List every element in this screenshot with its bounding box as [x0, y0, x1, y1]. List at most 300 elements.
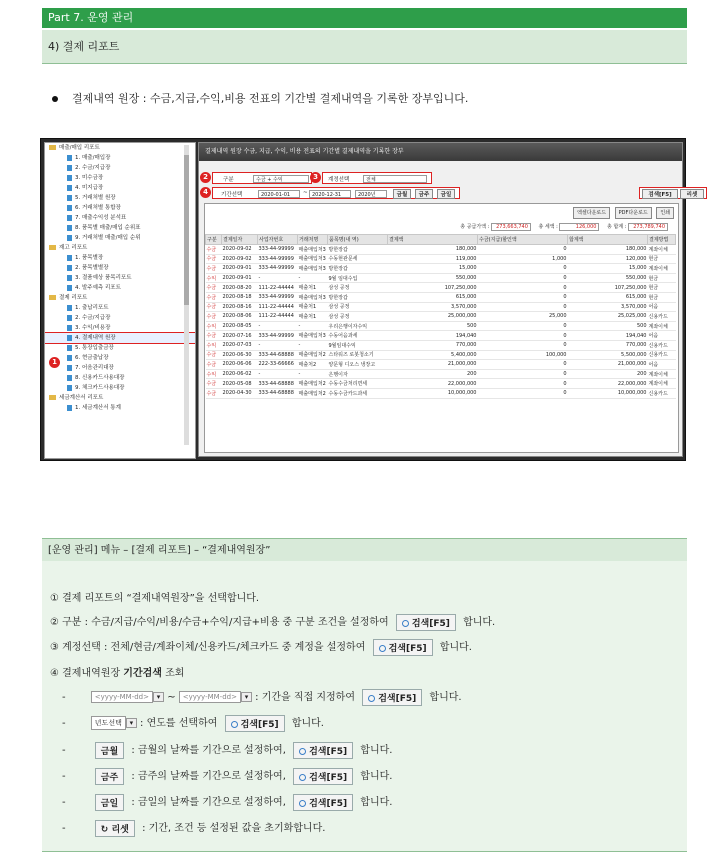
intro-text	[52, 90, 468, 106]
table-cell: 2020-08-05	[222, 321, 258, 331]
table-row[interactable]	[206, 379, 676, 389]
table-cell: 2020-06-30	[222, 350, 258, 360]
sub-year	[62, 714, 324, 732]
table-cell: 수금	[206, 312, 222, 322]
search-sample-label: 검색[F5]	[309, 746, 348, 757]
table-cell: 스타워즈 로봇청소기	[328, 350, 388, 360]
table-cell: 2020-08-06	[222, 312, 258, 322]
table-cell: 수동수금카드과세	[328, 388, 388, 398]
table-row[interactable]	[206, 388, 676, 398]
sub-date-range	[62, 688, 462, 706]
table-cell: -	[258, 321, 298, 331]
table-cell: 9월 임대수입	[328, 273, 388, 283]
column-header[interactable]: 사업자번호	[258, 235, 298, 245]
table-cell: 200	[388, 369, 478, 379]
report-icon	[67, 315, 72, 321]
table-row[interactable]	[206, 331, 676, 341]
reset-desc: : 기간, 조건 등 설정된 값을 초기화합니다.	[142, 823, 326, 834]
table-row[interactable]	[206, 273, 676, 283]
table-cell: 수익	[206, 273, 222, 283]
table-cell: 은행이자	[328, 369, 388, 379]
column-header[interactable]: 품목명(내 역)	[328, 235, 388, 245]
table-cell: 2020-09-01	[222, 264, 258, 274]
tree-scrollbar[interactable]	[184, 145, 189, 445]
chevron-down-icon: ▾	[241, 692, 252, 702]
tree-label: 7. 어음관리대장	[75, 365, 114, 371]
table-cell: 양문형 디오스 냉장고	[328, 360, 388, 370]
tree-label: 7. 매출수익성 분석표	[75, 215, 127, 221]
report-tree	[44, 142, 196, 459]
report-icon	[67, 235, 72, 241]
search-button-sample	[293, 768, 353, 785]
dash: -	[62, 718, 66, 729]
table-cell: 현금	[648, 292, 676, 302]
search-button-sample	[293, 794, 353, 811]
table-cell: 수금	[206, 264, 222, 274]
tree-item[interactable]	[45, 313, 195, 323]
table-cell: 삼성 공정	[328, 283, 388, 293]
table-cell: 수동수금처리면세	[328, 379, 388, 389]
app-screenshot	[40, 138, 698, 461]
section-title: 4) 결제 리포트	[42, 30, 687, 64]
table-cell: 25,000,000	[388, 312, 478, 322]
type-filter	[212, 172, 312, 184]
table-cell: 333-44-99999	[258, 331, 298, 341]
table-cell: 25,000	[478, 312, 568, 322]
table-cell: 333-44-99999	[258, 292, 298, 302]
tree-item[interactable]	[45, 373, 195, 383]
table-cell: 5,400,000	[388, 350, 478, 360]
table-row[interactable]	[206, 254, 676, 264]
sub-month	[62, 741, 392, 759]
report-icon	[67, 405, 72, 411]
table-cell: 0	[478, 360, 568, 370]
reset-icon: ↻	[100, 824, 109, 835]
step-4-label: ④ 결제내역원장	[50, 668, 124, 679]
table-cell: 어음	[648, 331, 676, 341]
table-row[interactable]	[206, 245, 676, 255]
year-select[interactable]: 2020년	[355, 190, 387, 198]
search-button[interactable]: 검색[F5]	[642, 189, 678, 199]
week-desc: : 금주의 날짜를 기간으로 설정하여,	[131, 771, 286, 782]
report-icon	[67, 385, 72, 391]
table-cell: 21,000,000	[568, 360, 648, 370]
table-cell: -	[298, 273, 328, 283]
table-cell: 111-22-44444	[258, 312, 298, 322]
table-cell: 615,000	[388, 292, 478, 302]
table-cell: 신용카드	[648, 350, 676, 360]
table-cell: 15,000	[568, 264, 648, 274]
day-button-sample: 금일	[95, 794, 124, 811]
table-cell: 22,000,000	[568, 379, 648, 389]
table-cell: 0	[478, 321, 568, 331]
step-1-text: ① 결제 리포트의 “결제내역원장”을 선택합니다.	[50, 593, 260, 604]
table-row[interactable]	[206, 283, 676, 293]
table-cell: 2020-04-30	[222, 388, 258, 398]
tree-label: 9. 체크카드사용대장	[75, 385, 125, 391]
step-badge-3: 3	[310, 172, 321, 183]
this-month-button[interactable]: 금월	[393, 189, 411, 199]
day-desc: : 금일의 날짜를 기간으로 설정하여,	[131, 797, 286, 808]
tree-item[interactable]	[45, 343, 195, 353]
table-cell: 2020-07-03	[222, 340, 258, 350]
tree-item[interactable]	[45, 323, 195, 333]
column-header[interactable]: 결제액	[388, 235, 478, 245]
account-select[interactable]: 전체	[363, 175, 427, 183]
table-cell: 550,000	[568, 273, 648, 283]
table-cell: 2020-08-18	[222, 292, 258, 302]
folder-icon	[49, 145, 56, 150]
tree-label: 1. 매출/매입장	[75, 155, 111, 161]
end-label: 합니다.	[291, 718, 324, 729]
table-cell: 수동어음과세	[328, 331, 388, 341]
table-cell: 매출처2	[298, 360, 328, 370]
date-tilde: ~	[303, 190, 308, 196]
table-cell: 삼성 공정	[328, 302, 388, 312]
sub-reset	[62, 819, 325, 837]
search-sample-label: 검색[F5]	[378, 693, 417, 704]
search-reset-group	[639, 187, 707, 199]
table-cell: 0	[478, 369, 568, 379]
table-cell: 방한장갑	[328, 264, 388, 274]
table-cell: 22,000,000	[388, 379, 478, 389]
date-to-input[interactable]: 2020-12-31	[309, 190, 351, 198]
tree-label: 매출/매입 리포트	[59, 145, 100, 151]
table-cell: 333-44-99999	[258, 264, 298, 274]
table-cell: 333-44-99999	[258, 254, 298, 264]
tree-folder[interactable]	[45, 293, 195, 303]
filter-row-1	[203, 172, 677, 186]
report-icon	[67, 355, 72, 361]
column-header[interactable]: 수금(지급)할인액	[478, 235, 568, 245]
table-cell: 770,000	[568, 340, 648, 350]
print-button[interactable]	[656, 207, 674, 219]
table-row[interactable]	[206, 360, 676, 370]
table-cell: 수금	[206, 379, 222, 389]
table-cell: 2020-06-06	[222, 360, 258, 370]
search-button-sample	[373, 639, 433, 656]
tree-item[interactable]	[45, 283, 195, 293]
column-header[interactable]: 구분	[206, 235, 222, 245]
table-cell: 2020-09-01	[222, 273, 258, 283]
end-label: 합니다.	[439, 642, 472, 653]
step-badge-4: 4	[200, 187, 211, 198]
report-icon	[67, 275, 72, 281]
tree-item[interactable]	[45, 173, 195, 183]
table-cell: 현금	[648, 254, 676, 264]
search-icon	[368, 695, 375, 702]
table-cell: 0	[478, 331, 568, 341]
date-to-sample: <yyyy-MM-dd>	[179, 691, 241, 703]
date-range-desc: : 기간을 직접 지정하여	[255, 692, 356, 703]
tree-folder[interactable]	[45, 143, 195, 153]
table-cell: 333-44-68888	[258, 379, 298, 389]
dash: -	[62, 692, 66, 703]
search-icon	[299, 774, 306, 781]
report-icon	[67, 265, 72, 271]
report-icon	[67, 155, 72, 161]
column-header[interactable]: 합계액	[568, 235, 648, 245]
table-cell: 수금	[206, 360, 222, 370]
year-desc: : 연도를 선택하여	[140, 718, 218, 729]
end-label: 합니다.	[429, 692, 462, 703]
tree-label: 1. 출납리포트	[75, 305, 109, 311]
date-from-input[interactable]: 2020-01-01	[258, 190, 300, 198]
tree-item[interactable]	[45, 303, 195, 313]
ledger-grid	[204, 203, 679, 453]
this-week-button[interactable]: 금주	[415, 189, 433, 199]
tree-label: 결제 리포트	[59, 295, 88, 301]
table-cell: 수익	[206, 369, 222, 379]
table-cell: 180,000	[388, 245, 478, 255]
tree-item[interactable]	[45, 273, 195, 283]
table-cell: 계좌이체	[648, 369, 676, 379]
search-sample-label: 검색[F5]	[309, 772, 348, 783]
filter-row-2	[203, 187, 698, 201]
reset-button[interactable]: 리셋	[680, 189, 704, 199]
table-cell: -	[298, 321, 328, 331]
table-cell: 0	[478, 273, 568, 283]
bullet-icon	[52, 96, 58, 102]
dash: -	[62, 797, 66, 808]
table-cell: 180,000	[568, 245, 648, 255]
table-cell: 매출매입처3	[298, 254, 328, 264]
tree-label: 2. 수금/지급장	[75, 165, 111, 171]
table-cell: 수금	[206, 283, 222, 293]
table-cell: 107,250,000	[388, 283, 478, 293]
tree-item[interactable]	[45, 233, 195, 243]
table-cell: 삼성 공정	[328, 312, 388, 322]
table-cell: 수금	[206, 350, 222, 360]
tree-label: 4. 결제내역 원장	[75, 335, 116, 341]
table-cell: 수금	[206, 254, 222, 264]
tree-label: 4. 미지급장	[75, 185, 104, 191]
tree-label: 3. 미수금장	[75, 175, 104, 181]
table-cell: 매출처1	[298, 302, 328, 312]
table-cell: 방한장갑	[328, 245, 388, 255]
table-cell: 200	[568, 369, 648, 379]
table-cell: 신용카드	[648, 340, 676, 350]
date-from-sample: <yyyy-MM-dd>	[91, 691, 153, 703]
tree-label: 5. 통장입출금장	[75, 345, 114, 351]
tree-item[interactable]	[45, 333, 195, 343]
tree-label: 4. 발주예측 리포트	[75, 285, 121, 291]
table-cell: 수익	[206, 340, 222, 350]
table-cell: 수금	[206, 302, 222, 312]
table-cell: 1,000	[478, 254, 568, 264]
sub-week	[62, 767, 392, 785]
step-2-label: ② 구분 : 수금/지급/수익/비용/수금+수익/지급+비용 중 구분 조건을 설정하여	[50, 617, 389, 628]
tree-label: 2. 품목별별장	[75, 265, 109, 271]
search-button-sample	[225, 715, 285, 732]
tax-total-value: 126,000	[559, 223, 599, 231]
table-cell: 수익	[206, 321, 222, 331]
table-cell: -	[258, 369, 298, 379]
tree-item[interactable]	[45, 403, 195, 413]
column-header[interactable]: 결제방법	[648, 235, 676, 245]
tree-item[interactable]	[45, 253, 195, 263]
step-badge-1: 1	[49, 357, 60, 368]
report-icon	[67, 285, 72, 291]
grand-total-value: 273,789,740	[628, 223, 668, 231]
table-cell: 어음	[648, 302, 676, 312]
table-cell: 2020-09-02	[222, 254, 258, 264]
table-row[interactable]	[206, 369, 676, 379]
step-2-text	[50, 613, 495, 631]
table-cell: 9월임대수익	[328, 340, 388, 350]
table-cell: 계좌이체	[648, 264, 676, 274]
table-cell: 770,000	[388, 340, 478, 350]
report-icon	[67, 325, 72, 331]
tree-folder[interactable]	[45, 243, 195, 253]
table-cell: 0	[478, 245, 568, 255]
year-select-sample: 년도선택	[91, 716, 126, 730]
table-cell: 수동현관문세	[328, 254, 388, 264]
tree-label: 2. 수금/지급장	[75, 315, 111, 321]
pdf-label: PDF다운로드	[618, 210, 648, 216]
report-icon	[67, 185, 72, 191]
period-filter	[212, 187, 460, 199]
folder-icon	[49, 245, 56, 250]
type-select[interactable]: 수금 + 수익	[253, 175, 309, 183]
step-3-text	[50, 638, 472, 656]
table-cell: 120,000	[568, 254, 648, 264]
table-cell: 100,000	[478, 350, 568, 360]
table-cell: 10,000,000	[388, 388, 478, 398]
table-cell: -	[258, 340, 298, 350]
tree-item[interactable]	[45, 193, 195, 203]
tree-label: 8. 품목별 매출/매입 순위표	[75, 225, 141, 231]
report-icon	[67, 305, 72, 311]
period-label: 기간선택	[221, 192, 243, 198]
pane-title: 결제내역 원장 수금, 지급, 수익, 비용 전표의 기간별 결제내역을 기록한 장부	[199, 143, 682, 161]
tree-item[interactable]	[45, 163, 195, 173]
table-row[interactable]	[206, 264, 676, 274]
supply-total-label: 총 공급가액 :	[460, 224, 490, 230]
report-icon	[67, 255, 72, 261]
tree-item[interactable]	[45, 203, 195, 213]
table-cell: -	[258, 273, 298, 283]
table-cell: 0	[478, 302, 568, 312]
table-cell: 매출매입처2	[298, 350, 328, 360]
table-cell: 111-22-44444	[258, 283, 298, 293]
table-cell: 방한장갑	[328, 292, 388, 302]
grid-toolbar	[570, 207, 674, 219]
search-button-sample	[293, 742, 353, 759]
step-3-label: ③ 계정선택 : 전체/현금/계좌이체/신용카드/체크카드 중 계정을 설정하여	[50, 642, 366, 653]
tree-item[interactable]	[45, 213, 195, 223]
today-button[interactable]: 금일	[437, 189, 455, 199]
table-cell: 333-44-68888	[258, 388, 298, 398]
table-cell: 매출매입처2	[298, 379, 328, 389]
step-badge-2: 2	[200, 172, 211, 183]
info-heading: [운영 관리] 메뉴 – [결제 리포트] – “결제내역원장”	[42, 538, 687, 561]
table-cell: 0	[478, 379, 568, 389]
table-cell: 매출매입처3	[298, 331, 328, 341]
excel-download-button[interactable]	[573, 207, 610, 219]
report-icon	[67, 175, 72, 181]
tree-label: 세금계산서 리포트	[59, 395, 104, 401]
table-cell: 매출매입처3	[298, 245, 328, 255]
table-cell: 333-44-68888	[258, 350, 298, 360]
table-row[interactable]	[206, 340, 676, 350]
table-cell: 매출처1	[298, 312, 328, 322]
table-cell: 현금	[648, 273, 676, 283]
table-cell: 수금	[206, 388, 222, 398]
report-icon	[67, 365, 72, 371]
table-cell: 0	[478, 264, 568, 274]
column-header[interactable]: 결제일자	[222, 235, 258, 245]
column-header[interactable]: 거래처명	[298, 235, 328, 245]
report-pane	[198, 142, 698, 457]
supply-total-value: 273,663,740	[491, 223, 531, 231]
table-row[interactable]	[206, 321, 676, 331]
step-4-tail: 조회	[161, 668, 185, 679]
tree-item[interactable]	[45, 263, 195, 273]
dash: -	[62, 771, 66, 782]
totals-bar	[460, 223, 674, 231]
tree-label: 6. 현금출납장	[75, 355, 109, 361]
tree-item[interactable]	[45, 183, 195, 193]
tree-item[interactable]	[45, 353, 195, 363]
table-row[interactable]	[206, 312, 676, 322]
tree-item[interactable]	[45, 363, 195, 373]
table-cell: 222-33-66666	[258, 360, 298, 370]
chevron-down-icon: ▾	[153, 692, 164, 702]
table-cell: 3,570,000	[568, 302, 648, 312]
table-cell: 신용카드	[648, 388, 676, 398]
tree-item[interactable]	[45, 383, 195, 393]
table-cell: 우리은행이자수익	[328, 321, 388, 331]
tree-label: 3. 수익/비용장	[75, 325, 111, 331]
table-cell: 2020-07-16	[222, 331, 258, 341]
table-cell: 21,000,000	[388, 360, 478, 370]
table-cell: 신용카드	[648, 312, 676, 322]
table-cell: 2020-09-02	[222, 245, 258, 255]
account-filter	[322, 172, 432, 184]
dash: -	[62, 823, 66, 834]
type-label: 구분	[223, 177, 234, 183]
table-cell: 107,250,000	[568, 283, 648, 293]
tree-item[interactable]	[45, 223, 195, 233]
tree-item[interactable]	[45, 153, 195, 163]
table-cell: 111-22-44444	[258, 302, 298, 312]
grand-total-label: 총 합계 :	[607, 224, 627, 230]
table-cell: 15,000	[388, 264, 478, 274]
table-row[interactable]	[206, 302, 676, 312]
table-cell: 333-44-99999	[258, 245, 298, 255]
table-cell: 5,500,000	[568, 350, 648, 360]
month-button-sample: 금월	[95, 742, 124, 759]
tree-folder[interactable]	[45, 393, 195, 403]
table-cell: 매출매입처3	[298, 292, 328, 302]
report-icon	[67, 335, 72, 341]
month-desc: : 금월의 날짜를 기간으로 설정하여,	[131, 745, 286, 756]
search-icon	[379, 645, 386, 652]
table-cell: 계좌이체	[648, 245, 676, 255]
report-icon	[67, 205, 72, 211]
table-row[interactable]	[206, 350, 676, 360]
table-cell: 194,040	[388, 331, 478, 341]
table-cell: 계좌이체	[648, 321, 676, 331]
info-panel	[42, 561, 687, 852]
search-button-sample	[396, 614, 456, 631]
table-row[interactable]	[206, 292, 676, 302]
table-cell: 2020-06-02	[222, 369, 258, 379]
table-cell: 현금	[648, 283, 676, 293]
pdf-download-button[interactable]	[615, 207, 652, 219]
tree-label: 재고 리포트	[59, 245, 88, 251]
